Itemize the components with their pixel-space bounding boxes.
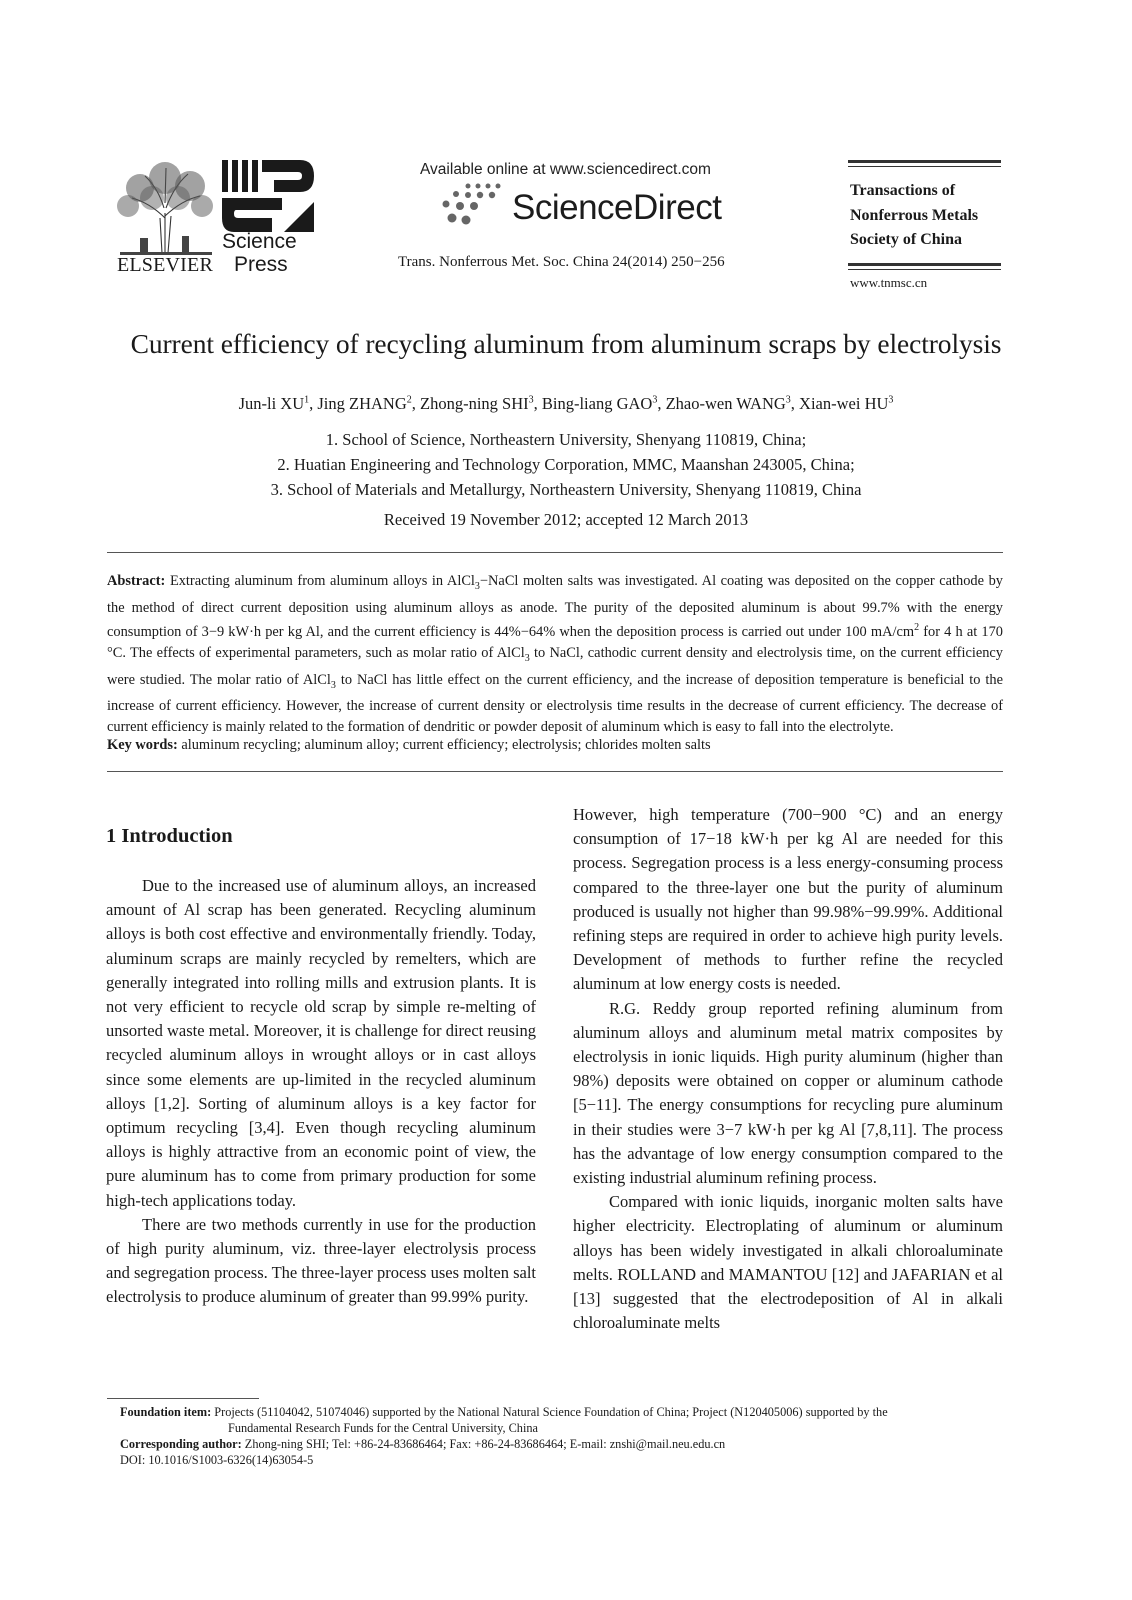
author-affiliation-mark: 3	[528, 394, 534, 406]
paragraph: R.G. Reddy group reported refining aluminum from aluminum alloys and aluminum metal matrix composites by electrolysis in ionic liquids. High purity aluminum (higher than 98%) deposits were obtained on copper or aluminum cathode [5−11]. The energy consumptions for recycling pure aluminum in their studies were 3−7 kW·h per kg Al [7,8,11]. The process has the advantage of low energy consumption compared to the existing industrial aluminum refining process.	[573, 998, 1003, 1188]
keywords	[107, 735, 1003, 756]
abstract-label: Abstract:	[107, 573, 166, 589]
journal-name-line1: Transactions of	[850, 182, 956, 199]
author-name: Jun-li XU	[238, 394, 305, 413]
journal-name-line2: Nonferrous Metals	[850, 206, 979, 224]
affiliation-2: 2. Huatian Engineering and Technology Corporation, MMC, Maanshan 243005, China;	[277, 455, 855, 474]
elsevier-wordmark: ELSEVIER	[116, 254, 214, 276]
author-name: Xian-wei HU	[799, 394, 889, 413]
author-name: Bing-liang GAO	[541, 394, 653, 413]
author-affiliation-mark: 3	[652, 394, 658, 406]
science-press-line1: Science	[222, 230, 297, 253]
author-affiliation-mark: 3	[785, 394, 791, 406]
author-name: Zhao-wen WANG	[665, 394, 786, 413]
column-left	[106, 874, 536, 1310]
abstract-text: for 4 h at 170 °C. The effects of experimental parameters, such as molar ratio of AlCl	[107, 624, 1003, 662]
affiliation-3: 3. School of Materials and Metallurgy, Northeastern University, Shenyang 110819, China	[270, 480, 862, 499]
corresponding-label: Corresponding author:	[120, 1437, 242, 1451]
footnote-rule	[107, 1398, 259, 1399]
corresponding-footnote	[120, 1436, 1004, 1452]
available-online-text: Available online at www.sciencedirect.com	[420, 161, 711, 178]
received-dates: Received 19 November 2012; accepted 12 March 2013	[383, 510, 749, 529]
masthead-rule-top-thin	[848, 166, 1001, 167]
section-heading: 1 Introduction	[106, 825, 233, 847]
sciencedirect-wordmark: ScienceDirect	[512, 188, 722, 227]
author-affiliation-mark: 2	[406, 394, 412, 406]
affiliation-1: 1. School of Science, Northeastern University, Shenyang 110819, China;	[325, 430, 807, 449]
author-name: Zhong-ning SHI	[420, 394, 529, 413]
subscript: 3	[330, 679, 336, 691]
paragraph: Compared with ionic liquids, inorganic molten salts have higher electricity. Electroplating of aluminum or aluminum alloys has been widely investigated in alkali chloroaluminate melts. ROLLAND and MAMANTOU [12] and JAFARIAN et al [13] suggested that the electrodeposition of Al in alkali chloroaluminate melts	[573, 1192, 1003, 1333]
paragraph: There are two methods currently in use for the production of high purity aluminum, viz. three-layer electrolysis process and segregation process. The three-layer process uses molten salt electrolysis to produce aluminum of greater than 99.99% purity.	[106, 1214, 536, 1307]
superscript: 2	[914, 622, 920, 634]
subscript: 3	[524, 652, 530, 664]
article-title: Current efficiency of recycling aluminum from aluminum scraps by electrolysis	[130, 328, 1002, 359]
elsevier-logo	[110, 158, 220, 276]
journal-name-line3: Society of China	[850, 231, 962, 248]
author-name: Jing ZHANG	[317, 394, 407, 413]
abstract-text: to NaCl, cathodic current density and electrolysis time, on the current efficiency were studied. The molar ratio of AlCl	[107, 645, 1004, 688]
elsevier-tree-icon	[110, 158, 220, 258]
science-press-mark-icon	[222, 160, 314, 232]
paragraph-continued: However, high temperature (700−900 °C) and an energy consumption of 17−18 kW·h per kg Al are needed for this process. Segregation process is a less energy-consuming process compared to the three-layer one but the purity of aluminum produced is usually not higher than 99.98%−99.99%. Additional refining steps are required in order to achieve high purity levels. Development of methods to further refine the recycled aluminum at low energy costs is needed.	[573, 805, 1003, 994]
journal-masthead	[848, 160, 1001, 290]
author-affiliation-mark: 1	[304, 394, 310, 406]
subscript: 3	[474, 580, 480, 592]
journal-url[interactable]: www.tnmsc.cn	[850, 275, 928, 290]
corresponding-text[interactable]: Zhong-ning SHI; Tel: +86-24-83686464; Fax: +86-24-83686464; E-mail: znshi@mail.neu.edu.cn	[241, 1437, 726, 1451]
foundation-label: Foundation item:	[120, 1405, 212, 1419]
foundation-text: Projects (51104042, 51074046) supported by the National Natural Science Foundation of China; Project (N120405006) supported by the	[211, 1405, 888, 1419]
foundation-footnote-cont	[120, 1420, 1004, 1436]
science-press-logo	[222, 160, 314, 276]
abstract-text: Extracting aluminum from aluminum alloys in AlCl	[165, 573, 475, 589]
keywords-text: aluminum recycling; aluminum alloy; current efficiency; electrolysis; chlorides molten salts	[177, 737, 711, 753]
divider-top	[107, 552, 1003, 553]
foundation-footnote	[120, 1404, 1004, 1420]
column-right	[573, 803, 1003, 1335]
sciencedirect-dots-icon	[440, 182, 510, 228]
journal-citation: Trans. Nonferrous Met. Soc. China 24(2014) 250−256	[398, 254, 725, 270]
abstract	[107, 571, 1003, 738]
paragraph: Due to the increased use of aluminum alloys, an increased amount of Al scrap has been generated. Recycling aluminum alloys is both cost effective and environmentally friendly. Today, aluminum scraps are mainly recycled by remelters, which are generally integrated into rolling mills and extrusion plants. It is not very efficient to recycle old scrap by simple re-melting of unsorted waste metal. Moreover, it is challenge for direct reusing recycled aluminum alloys in wrought alloys or in cast alloys since some elements are up-limited in the recycled aluminum alloys [1,2]. Sorting of aluminum alloys is a key factor for optimum recycling [3,4]. Even though recycling aluminum alloys is highly attractive from an economic point of view, the pure aluminum has to come from primary production for some high-tech applications today.	[106, 876, 536, 1210]
abstract-text: −NaCl molten salts was investigated. Al coating was deposited on the copper cathode by the method of direct current deposition using aluminum alloys as anode. The purity of the deposited aluminum is about 99.7% with the energy consumption of 3−9 kW·h per kg Al, and the current efficiency is 44%−64% when the deposition process is carried out under 100 mA/cm	[107, 573, 1003, 641]
abstract-text: to NaCl has little effect on the current efficiency, and the increase of deposition temperature is beneficial to the increase of current efficiency. However, the increase of current density or electrolysis time results in the decrease of current efficiency. The decrease of current efficiency is mainly related to the formation of dendritic or powder deposit of aluminum which is easy to fall into the electrolyte.	[107, 671, 1003, 736]
science-press-line2: Press	[234, 253, 288, 276]
foundation-text-cont: Fundamental Research Funds for the Central University, China	[228, 1421, 538, 1435]
journal-name	[850, 179, 1003, 253]
masthead-rule-bottom-thin	[848, 269, 1001, 270]
doi-footnote[interactable]: DOI: 10.1016/S1003-6326(14)63054-5	[120, 1453, 314, 1467]
divider-bottom	[107, 771, 1003, 772]
masthead-rule-top	[848, 160, 1001, 163]
author-list: Jun-li $XU^1$, Jing ZHANG$^2$, Zhong-ning SHI$^3$, Bing-liang GAO$^3$, Zhao-wen WANG$^3$, Xian-wei $HU^3$	[238, 394, 894, 413]
masthead-rule-bottom	[848, 263, 1001, 266]
keywords-label: Key words:	[107, 737, 178, 753]
author-affiliation-mark: 3	[888, 394, 894, 406]
